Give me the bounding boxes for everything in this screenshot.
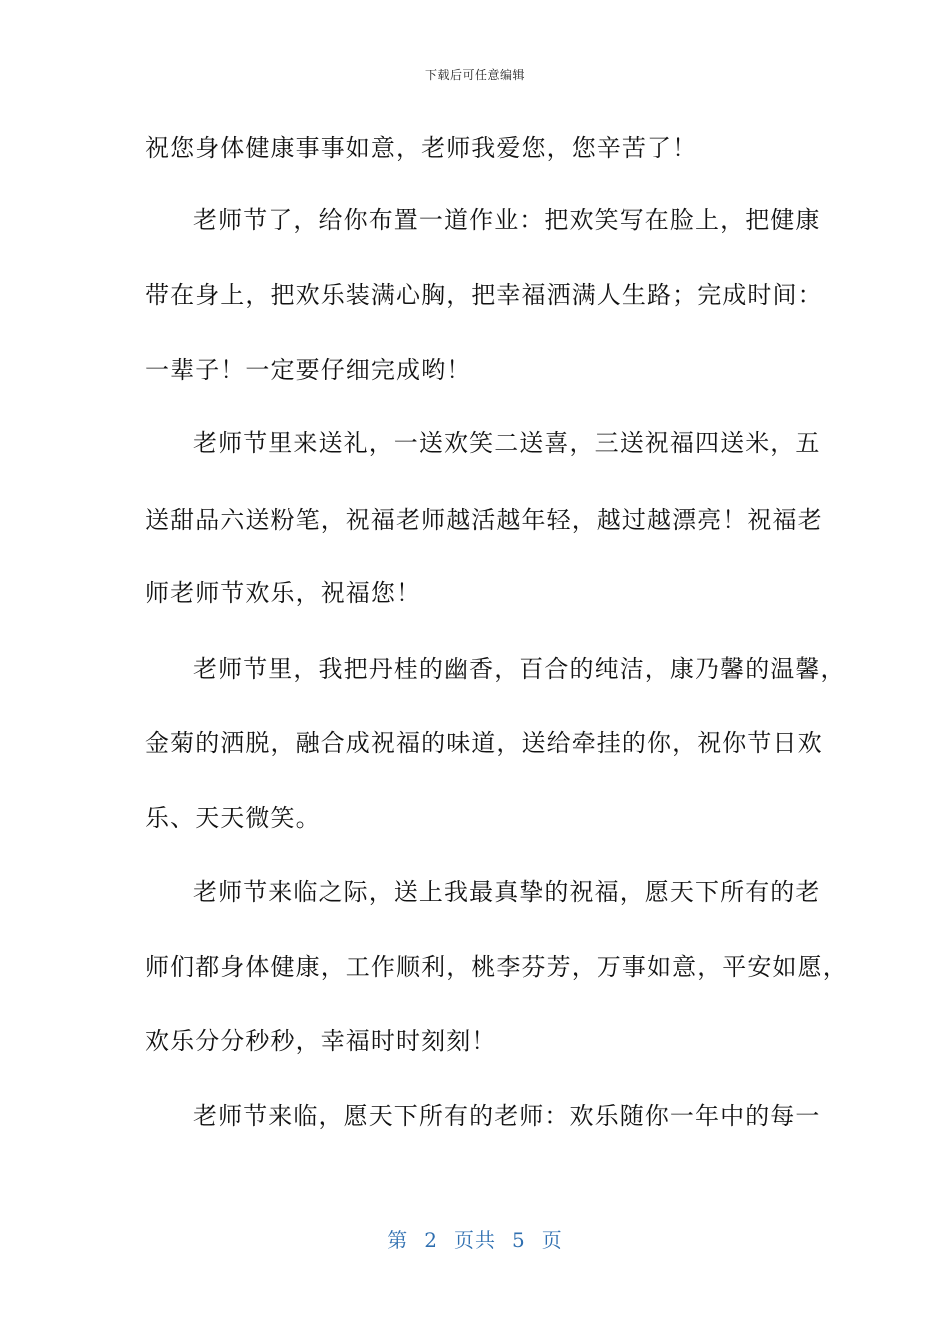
text-line: 祝您身体健康事事如意，老师我爱您，您辛苦了！ [145,134,698,162]
text-line: 乐、天天微笑。 [145,804,321,832]
paragraph-first-line: 老师节了，给你布置一道作业：把欢笑写在脸上，把健康 [193,206,821,234]
footer-prefix: 第 [387,1228,409,1252]
text-line: 师们都身体健康，工作顺利，桃李芬芳，万事如意，平安如愿， [145,953,848,981]
text-line: 送甜品六送粉笔，祝福老师越活越年轻，越过越漂亮！祝福老 [145,506,823,534]
current-page-number: 2 [424,1228,438,1252]
page-number-footer [0,1224,950,1253]
text-line: 师老师节欢乐，祝福您！ [145,579,422,607]
text-line: 金菊的洒脱，融合成祝福的味道，送给牵挂的你，祝你节日欢 [145,729,823,757]
paragraph-first-line: 老师节里来送礼，一送欢笑二送喜，三送祝福四送米，五 [193,429,821,457]
text-line: 欢乐分分秒秒，幸福时时刻刻！ [145,1027,497,1055]
text-line: 带在身上，把欢乐装满心胸，把幸福洒满人生路；完成时间： [145,281,823,309]
footer-middle: 页共 [454,1228,496,1252]
text-line: 一辈子！一定要仔细完成哟！ [145,356,472,384]
paragraph-first-line: 老师节里，我把丹桂的幽香，百合的纯洁，康乃馨的温馨， [193,655,846,683]
total-pages-number: 5 [512,1228,526,1252]
page-header-note: 下载后可任意编辑 [424,68,525,82]
footer-suffix: 页 [541,1228,563,1252]
paragraph-first-line: 老师节来临之际，送上我最真挚的祝福，愿天下所有的老 [193,878,821,906]
paragraph-first-line: 老师节来临，愿天下所有的老师：欢乐随你一年中的每一 [193,1102,821,1130]
